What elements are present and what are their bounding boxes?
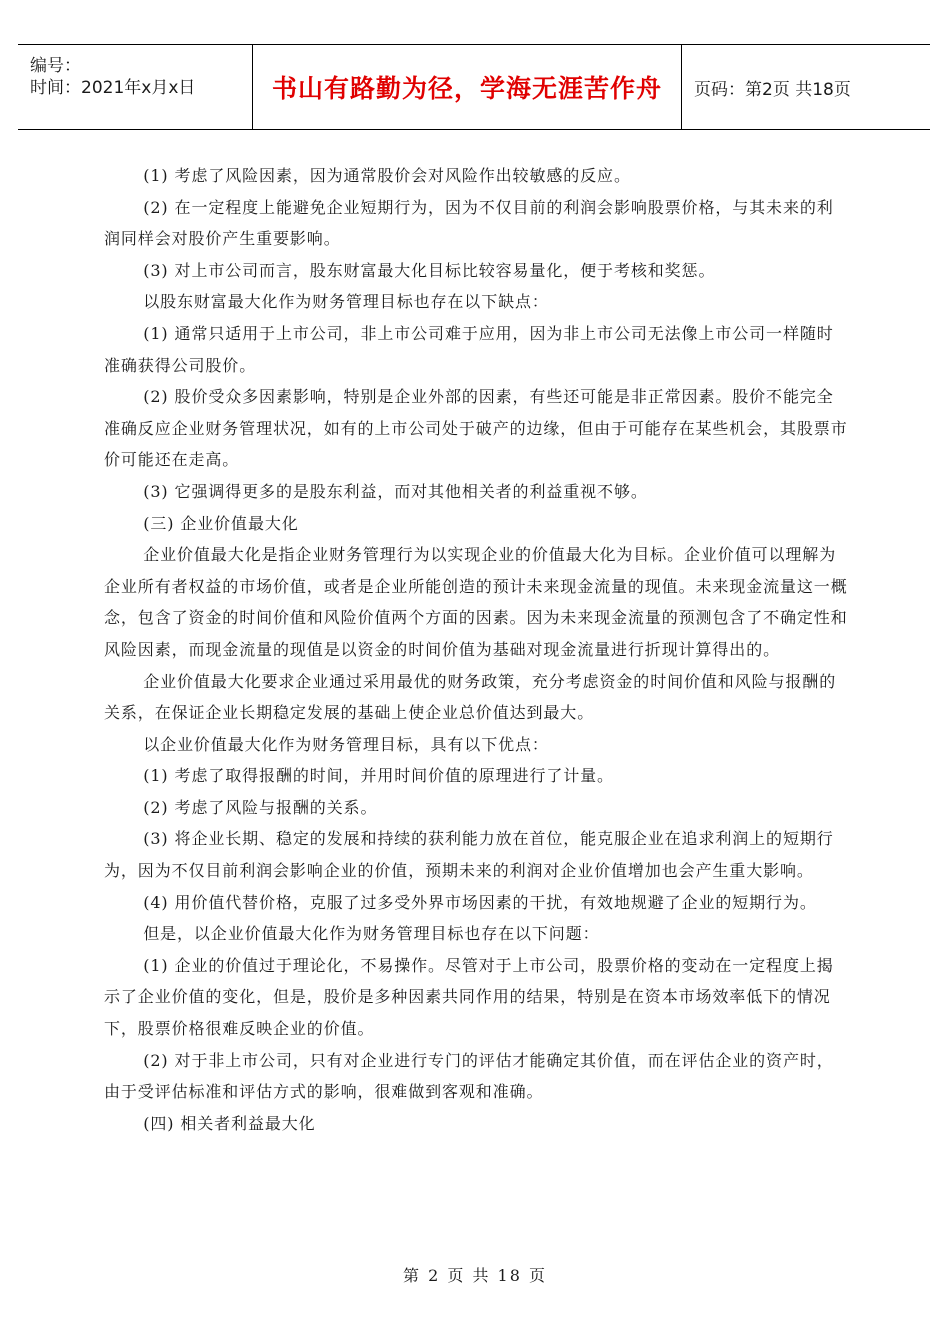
page-footer: 第 2 页 共 18 页 (403, 1266, 547, 1285)
paragraph: (2) 对于非上市公司，只有对企业进行专门的评估才能确定其价值，而在评估企业的资产时，由于受评估标准和评估方式的影响，很难做到客观和准确。 (104, 1050, 834, 1102)
paragraph: (3) 它强调得更多的是股东利益，而对其他相关者的利益重视不够。 (143, 481, 648, 501)
paragraph: (1) 通常只适用于上市公司，非上市公司难于应用，因为非上市公司无法像上市公司一样随时准确获得公司股价。 (104, 323, 834, 375)
paragraph: (2) 考虑了风险与报酬的关系。 (143, 797, 378, 817)
header-meta (18, 45, 252, 129)
page-header (18, 44, 930, 130)
paragraph: (1) 企业的价值过于理论化，不易操作。尽管对于上市公司，股票价格的变动在一定程度上揭示了企业价值的变化，但是，股价是多种因素共同作用的结果，特别是在资本市场效率低下的情况下，股票价格很难反映企业的价值。 (104, 955, 834, 1039)
paragraph: 企业价值最大化是指企业财务管理行为以实现企业的价值最大化为目标。企业价值可以理解为企业所有者权益的市场价值，或者是企业所能创造的预计未来现金流量的现值。未来现金流量这一概念，包含了资金的时间价值和风险价值两个方面的因素。因为未来现金流量的预测包含了不确定性和风险因素，而现金流量的现值是以资金的时间价值为基础对现金流量进行折现计算得出的。 (104, 545, 848, 659)
paragraph: (3) 将企业长期、稳定的发展和持续的获利能力放在首位，能克服企业在追求利润上的短期行为，因为不仅目前利润会影响企业的价值，预期未来的利润对企业价值增加也会产生重大影响。 (104, 829, 834, 881)
paragraph: (1) 考虑了取得报酬的时间，并用时间价值的原理进行了计量。 (143, 766, 614, 786)
section-heading: (三) 企业价值最大化 (143, 513, 299, 533)
paragraph: (2) 在一定程度上能避免企业短期行为，因为不仅目前的利润会影响股票价格，与其未来的利润同样会对股价产生重要影响。 (104, 197, 834, 249)
paragraph: (2) 股价受众多因素影响，特别是企业外部的因素，有些还可能是非正常因素。股价不能完全准确反应企业财务管理状况，如有的上市公司处于破产的边缘，但由于可能存在某些机会，其股票市价可能还在走高。 (104, 387, 848, 470)
paragraph: 企业价值最大化要求企业通过采用最优的财务政策，充分考虑资金的时间价值和风险与报酬的关系，在保证企业长期稳定发展的基础上使企业总价值达到最大。 (104, 671, 837, 723)
paragraph: (1) 考虑了风险因素，因为通常股价会对风险作出较敏感的反应。 (143, 166, 631, 185)
paragraph: (3) 对上市公司而言，股东财富最大化目标比较容易量化，便于考核和奖惩。 (143, 260, 716, 280)
header-page-info: 页码：第2页 共18页 (694, 79, 851, 100)
paragraph: (4) 用价值代替价格，克服了过多受外界市场因素的干扰，有效地规避了企业的短期行为。 (143, 892, 817, 912)
paragraph: 但是，以企业价值最大化作为财务管理目标也存在以下问题： (143, 924, 600, 944)
document-body (104, 160, 850, 1139)
document-number-label: 编号： (30, 56, 81, 76)
header-motto: 书山有路勤为径，学海无涯苦作舟 (252, 45, 682, 129)
paragraph: 以股东财富最大化作为财务管理目标也存在以下缺点： (143, 292, 549, 312)
document-time-label: 时间：2021年x月x日 (30, 78, 196, 98)
paragraph: 以企业价值最大化作为财务管理目标，具有以下优点： (143, 734, 549, 754)
section-heading: (四) 相关者利益最大化 (143, 1113, 316, 1133)
